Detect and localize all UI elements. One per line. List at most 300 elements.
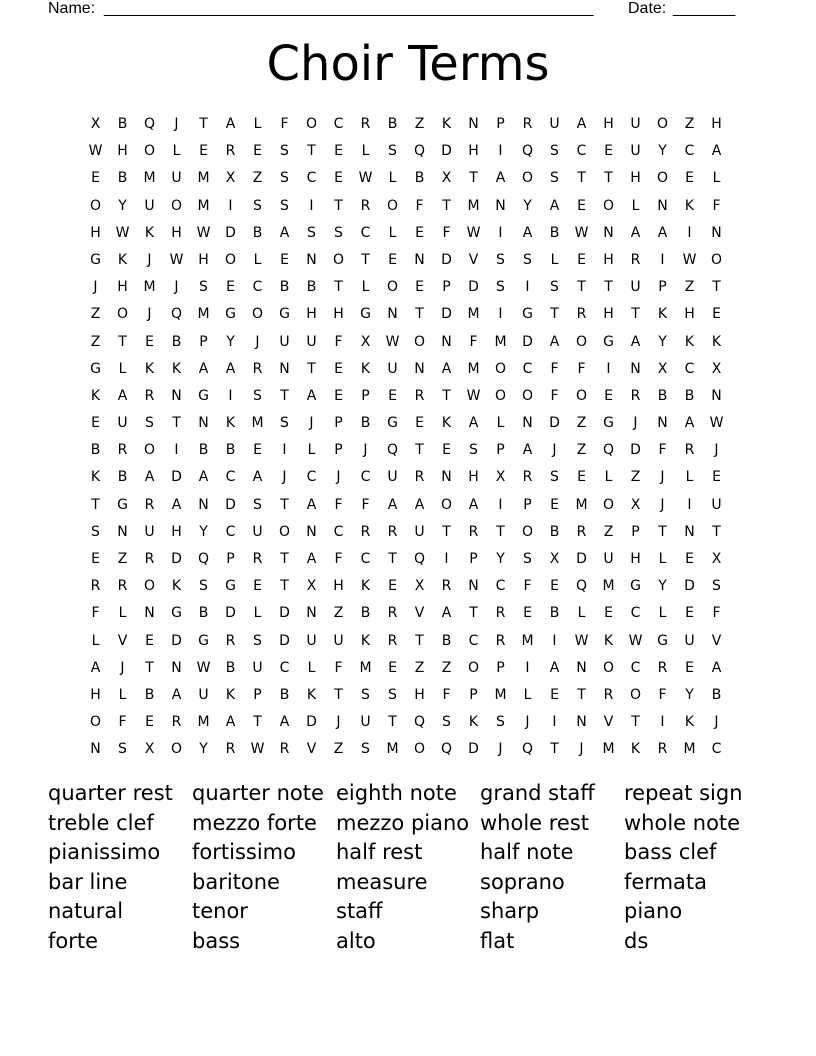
grid-letter: K xyxy=(306,686,317,703)
grid-letter: W xyxy=(466,387,481,404)
grid-letter: F xyxy=(334,496,343,513)
grid-letter: P xyxy=(253,686,262,703)
grid-letter: R xyxy=(225,741,236,758)
grid-letter: N xyxy=(387,306,398,323)
grid-row xyxy=(82,193,730,220)
grid-letter: E xyxy=(334,170,343,187)
grid-letter: L xyxy=(523,686,532,703)
grid-letter: R xyxy=(657,659,668,676)
grid-letter: V xyxy=(414,605,425,622)
grid-letter: L xyxy=(253,116,262,132)
grid-letter: K xyxy=(441,116,452,132)
grid-letter: M xyxy=(521,632,534,649)
grid-letter: K xyxy=(117,251,128,268)
grid-letter: R xyxy=(360,197,371,214)
grid-letter: X xyxy=(441,170,452,187)
grid-letter: Y xyxy=(658,143,667,160)
grid-letter: C xyxy=(684,360,695,377)
grid-row xyxy=(82,111,730,138)
grid-letter: L xyxy=(604,469,613,486)
grid-letter: X xyxy=(630,496,641,513)
grid-letter: L xyxy=(712,170,721,187)
grid-letter: H xyxy=(468,469,479,486)
grid-letter: J xyxy=(660,469,665,486)
grid-letter: P xyxy=(334,442,343,459)
grid-row xyxy=(82,519,730,546)
grid-letter: F xyxy=(523,578,532,595)
grid-letter: U xyxy=(252,659,263,676)
grid-letter: B xyxy=(279,686,290,703)
grid-letter: K xyxy=(684,333,695,350)
grid-letter: T xyxy=(658,523,667,540)
grid-letter: P xyxy=(226,551,235,567)
grid-letter: E xyxy=(334,387,343,404)
grid-letter: O xyxy=(656,116,669,132)
grid-letter: G xyxy=(117,496,128,513)
grid-letter: H xyxy=(468,143,479,160)
letter-grid xyxy=(82,111,730,764)
grid-letter: P xyxy=(496,659,505,676)
word-bank-item: bar line xyxy=(48,869,128,894)
grid-letter: T xyxy=(334,686,343,703)
grid-letter: J xyxy=(93,279,98,296)
grid-letter: J xyxy=(525,714,530,731)
grid-letter: N xyxy=(414,251,425,268)
grid-letter: N xyxy=(630,360,641,377)
grid-letter: U xyxy=(279,333,290,350)
grid-letter: F xyxy=(550,360,559,377)
grid-letter: P xyxy=(199,333,208,350)
grid-letter: I xyxy=(228,197,233,214)
grid-letter: L xyxy=(118,360,127,377)
grid-letter: X xyxy=(225,170,236,187)
grid-letter: I xyxy=(552,714,557,731)
grid-letter: J xyxy=(174,116,179,132)
word-bank-item: quarter note xyxy=(192,781,324,805)
grid-letter: N xyxy=(306,523,317,540)
grid-letter: D xyxy=(306,714,317,731)
grid-letter: L xyxy=(253,251,262,268)
grid-letter: L xyxy=(118,686,127,703)
grid-letter: T xyxy=(631,306,640,323)
grid-letter: F xyxy=(334,333,343,350)
grid-letter: B xyxy=(225,442,236,459)
grid-letter: I xyxy=(606,360,611,377)
grid-letter: E xyxy=(550,686,559,703)
grid-letter: S xyxy=(550,279,559,296)
grid-letter: A xyxy=(684,415,695,432)
grid-letter: Q xyxy=(413,551,426,567)
grid-letter: N xyxy=(468,116,479,132)
grid-letter: G xyxy=(657,632,668,649)
grid-letter: W xyxy=(709,415,724,432)
grid-letter: C xyxy=(576,143,587,160)
grid-letter: M xyxy=(602,578,615,595)
grid-letter: Q xyxy=(521,741,534,758)
grid-letter: T xyxy=(91,496,100,513)
grid-letter: T xyxy=(712,523,721,540)
grid-letter: E xyxy=(280,251,289,268)
grid-letter: S xyxy=(307,224,316,241)
grid-letter: P xyxy=(469,551,478,567)
grid-letter: A xyxy=(468,415,479,432)
grid-letter: Y xyxy=(685,686,694,703)
grid-letter: L xyxy=(658,605,667,622)
grid-letter: E xyxy=(685,551,694,567)
grid-letter: N xyxy=(657,197,668,214)
grid-letter: A xyxy=(711,659,722,676)
grid-letter: D xyxy=(522,333,533,350)
grid-letter: O xyxy=(89,197,102,214)
grid-letter: E xyxy=(253,143,262,160)
grid-letter: H xyxy=(171,224,182,241)
grid-letter: R xyxy=(117,442,128,459)
grid-letter: A xyxy=(198,360,209,377)
grid-letter: S xyxy=(712,578,721,595)
grid-letter: M xyxy=(467,306,480,323)
grid-letter: N xyxy=(198,415,209,432)
grid-letter: K xyxy=(711,333,722,350)
grid-letter: K xyxy=(144,360,155,377)
grid-letter: N xyxy=(684,523,695,540)
grid-letter: P xyxy=(334,415,343,432)
grid-letter: Q xyxy=(143,116,156,132)
grid-letter: G xyxy=(360,306,371,323)
grid-letter: O xyxy=(656,170,669,187)
grid-letter: L xyxy=(577,605,586,622)
grid-letter: J xyxy=(336,714,341,731)
grid-letter: N xyxy=(576,659,587,676)
grid-letter: B xyxy=(657,387,668,404)
grid-letter: I xyxy=(309,197,314,214)
grid-letter: I xyxy=(282,442,287,459)
grid-letter: T xyxy=(334,279,343,296)
grid-letter: T xyxy=(388,714,397,731)
grid-letter: L xyxy=(361,143,370,160)
grid-letter: K xyxy=(684,197,695,214)
grid-letter: G xyxy=(90,251,101,268)
grid-letter: T xyxy=(712,279,721,296)
grid-letter: G xyxy=(198,387,209,404)
grid-letter: F xyxy=(658,686,667,703)
grid-letter: C xyxy=(306,170,317,187)
grid-letter: T xyxy=(577,170,586,187)
grid-letter: W xyxy=(88,143,103,160)
grid-letter: Z xyxy=(90,333,101,350)
grid-letter: T xyxy=(415,442,424,459)
grid-letter: L xyxy=(388,224,397,241)
grid-letter: I xyxy=(498,496,503,513)
grid-letter: E xyxy=(91,415,100,432)
grid-letter: S xyxy=(550,469,559,486)
grid-letter: T xyxy=(172,415,181,432)
grid-letter: Y xyxy=(523,197,532,214)
grid-letter: O xyxy=(224,251,237,268)
grid-letter: S xyxy=(361,686,370,703)
grid-letter: T xyxy=(307,360,316,377)
grid-letter: B xyxy=(360,605,371,622)
grid-letter: O xyxy=(413,333,426,350)
grid-letter: E xyxy=(604,605,613,622)
grid-letter: X xyxy=(306,578,317,595)
word-bank-item: treble clef xyxy=(48,810,154,835)
grid-letter: L xyxy=(172,143,181,160)
grid-letter: Z xyxy=(252,170,263,187)
grid-letter: Y xyxy=(658,333,667,350)
grid-letter: O xyxy=(143,143,156,160)
grid-letter: G xyxy=(225,578,236,595)
word-bank-item: fermata xyxy=(624,869,708,894)
grid-letter: I xyxy=(525,659,530,676)
grid-letter: S xyxy=(253,496,262,513)
grid-letter: D xyxy=(576,551,587,567)
grid-letter: C xyxy=(333,523,344,540)
grid-letter: T xyxy=(280,578,289,595)
grid-letter: J xyxy=(660,496,665,513)
word-bank-item: quarter rest xyxy=(48,781,173,805)
grid-letter: T xyxy=(496,523,505,540)
grid-letter: U xyxy=(387,469,398,486)
grid-letter: A xyxy=(441,605,452,622)
grid-letter: J xyxy=(147,251,152,268)
grid-letter: A xyxy=(252,469,263,486)
grid-letter: I xyxy=(228,387,233,404)
grid-letter: O xyxy=(413,741,426,758)
grid-letter: H xyxy=(630,170,641,187)
grid-row xyxy=(82,301,730,328)
grid-letter: E xyxy=(388,251,397,268)
grid-letter: F xyxy=(280,116,289,132)
grid-letter: U xyxy=(630,143,641,160)
grid-letter: Z xyxy=(414,116,425,132)
grid-letter: O xyxy=(116,306,129,323)
grid-letter: B xyxy=(360,415,371,432)
grid-letter: Z xyxy=(333,741,344,758)
grid-letter: D xyxy=(468,279,479,296)
grid-letter: A xyxy=(90,659,101,676)
word-bank-item: fortissimo xyxy=(192,840,296,865)
grid-letter: N xyxy=(306,605,317,622)
grid-letter: C xyxy=(684,143,695,160)
grid-letter: K xyxy=(360,578,371,595)
grid-letter: L xyxy=(307,659,316,676)
grid-letter: R xyxy=(252,360,263,377)
grid-letter: Z xyxy=(441,659,452,676)
word-bank-item: mezzo piano xyxy=(336,810,470,835)
grid-letter: E xyxy=(145,632,154,649)
grid-letter: H xyxy=(117,143,128,160)
grid-letter: W xyxy=(466,224,481,241)
grid-letter: R xyxy=(171,714,182,731)
grid-letter: S xyxy=(361,741,370,758)
grid-letter: U xyxy=(711,496,722,513)
grid-letter: K xyxy=(441,415,452,432)
grid-letter: W xyxy=(574,224,589,241)
grid-letter: L xyxy=(388,170,397,187)
grid-letter: K xyxy=(225,686,236,703)
grid-letter: N xyxy=(468,578,479,595)
grid-letter: M xyxy=(494,686,507,703)
grid-letter: A xyxy=(576,116,587,132)
grid-letter: Z xyxy=(333,605,344,622)
grid-letter: K xyxy=(468,714,479,731)
word-bank-item: grand staff xyxy=(480,781,595,805)
grid-letter: N xyxy=(171,387,182,404)
grid-letter: B xyxy=(90,442,101,459)
grid-letter: U xyxy=(549,116,560,132)
grid-letter: O xyxy=(278,523,291,540)
grid-letter: E xyxy=(415,415,424,432)
grid-letter: H xyxy=(117,279,128,296)
word-bank-item: repeat sign xyxy=(624,781,743,805)
grid-letter: O xyxy=(710,251,723,268)
grid-letter: R xyxy=(144,551,155,567)
grid-letter: E xyxy=(712,306,721,323)
grid-letter: L xyxy=(253,605,262,622)
grid-letter: Q xyxy=(440,741,453,758)
grid-letter: U xyxy=(414,523,425,540)
grid-letter: E xyxy=(334,143,343,160)
grid-letter: Z xyxy=(684,116,695,132)
grid-letter: Z xyxy=(630,469,641,486)
grid-letter: N xyxy=(441,333,452,350)
grid-letter: W xyxy=(196,224,211,241)
grid-letter: S xyxy=(280,197,289,214)
grid-letter: O xyxy=(602,197,615,214)
word-bank-item: piano xyxy=(624,899,683,924)
grid-letter: K xyxy=(657,306,668,323)
grid-letter: E xyxy=(523,605,532,622)
grid-letter: T xyxy=(469,605,478,622)
grid-letter: M xyxy=(602,741,615,758)
grid-letter: L xyxy=(658,551,667,567)
grid-letter: H xyxy=(630,551,641,567)
grid-letter: J xyxy=(714,442,719,459)
grid-letter: R xyxy=(576,306,587,323)
grid-letter: T xyxy=(442,197,451,214)
grid-letter: A xyxy=(522,442,533,459)
grid-letter: N xyxy=(603,224,614,241)
grid-letter: T xyxy=(307,143,316,160)
grid-letter: O xyxy=(440,496,453,513)
grid-letter: R xyxy=(144,496,155,513)
grid-letter: S xyxy=(550,170,559,187)
grid-letter: A xyxy=(225,116,236,132)
grid-letter: C xyxy=(495,578,506,595)
grid-letter: A xyxy=(630,224,641,241)
grid-letter: R xyxy=(603,686,614,703)
grid-letter: F xyxy=(712,605,721,622)
grid-letter: L xyxy=(361,279,370,296)
grid-letter: H xyxy=(333,578,344,595)
grid-letter: F xyxy=(442,224,451,241)
grid-letter: Q xyxy=(575,578,588,595)
grid-letter: Q xyxy=(413,714,426,731)
grid-letter: R xyxy=(576,523,587,540)
word-bank-item: ds xyxy=(624,928,649,953)
grid-letter: T xyxy=(577,279,586,296)
grid-letter: I xyxy=(525,279,530,296)
grid-letter: S xyxy=(388,686,397,703)
grid-letter: B xyxy=(279,279,290,296)
grid-letter: T xyxy=(442,387,451,404)
grid-letter: S xyxy=(334,224,343,241)
grid-letter: E xyxy=(91,551,100,567)
grid-letter: J xyxy=(498,741,503,758)
grid-letter: Y xyxy=(658,578,667,595)
grid-letter: B xyxy=(711,686,722,703)
grid-letter: D xyxy=(549,415,560,432)
grid-letter: K xyxy=(360,632,371,649)
grid-letter: E xyxy=(253,442,262,459)
grid-letter: X xyxy=(90,116,101,132)
grid-letter: W xyxy=(169,251,184,268)
grid-letter: D xyxy=(684,578,695,595)
grid-letter: O xyxy=(521,387,534,404)
grid-letter: R xyxy=(657,741,668,758)
grid-letter: V xyxy=(117,632,128,649)
grid-letter: A xyxy=(549,333,560,350)
grid-letter: H xyxy=(306,306,317,323)
grid-letter: O xyxy=(332,251,345,268)
grid-letter: U xyxy=(252,523,263,540)
grid-letter: N xyxy=(522,415,533,432)
grid-letter: E xyxy=(577,197,586,214)
grid-letter: Q xyxy=(197,551,210,567)
grid-row xyxy=(82,247,730,274)
grid-letter: W xyxy=(385,333,400,350)
grid-letter: P xyxy=(496,116,505,132)
grid-row xyxy=(82,655,730,682)
grid-letter: Y xyxy=(226,333,235,350)
grid-letter: K xyxy=(171,578,182,595)
grid-letter: T xyxy=(361,251,370,268)
grid-letter: L xyxy=(550,251,559,268)
grid-letter: T xyxy=(631,714,640,731)
grid-letter: R xyxy=(441,578,452,595)
grid-letter: E xyxy=(388,387,397,404)
grid-letter: R xyxy=(225,143,236,160)
grid-row xyxy=(82,356,730,383)
grid-letter: M xyxy=(359,659,372,676)
grid-letter: H xyxy=(711,116,722,132)
grid-letter: X xyxy=(711,551,722,567)
grid-letter: I xyxy=(444,551,449,567)
grid-letter: F xyxy=(577,360,586,377)
grid-letter: W xyxy=(628,632,643,649)
grid-letter: K xyxy=(360,360,371,377)
grid-letter: W xyxy=(682,251,697,268)
word-bank-item: flat xyxy=(480,928,515,953)
grid-letter: U xyxy=(306,333,317,350)
grid-letter: F xyxy=(91,605,100,622)
grid-letter: P xyxy=(361,387,370,404)
grid-letter: O xyxy=(251,306,264,323)
grid-letter: J xyxy=(633,415,638,432)
grid-letter: J xyxy=(147,306,152,323)
grid-letter: R xyxy=(360,116,371,132)
grid-letter: R xyxy=(360,523,371,540)
grid-letter: L xyxy=(496,415,505,432)
grid-letter: J xyxy=(174,279,179,296)
grid-letter: B xyxy=(171,333,182,350)
grid-letter: N xyxy=(279,360,290,377)
grid-letter: G xyxy=(171,605,182,622)
grid-letter: B xyxy=(117,116,128,132)
grid-letter: N xyxy=(657,415,668,432)
grid-letter: T xyxy=(604,170,613,187)
grid-letter: M xyxy=(197,197,210,214)
